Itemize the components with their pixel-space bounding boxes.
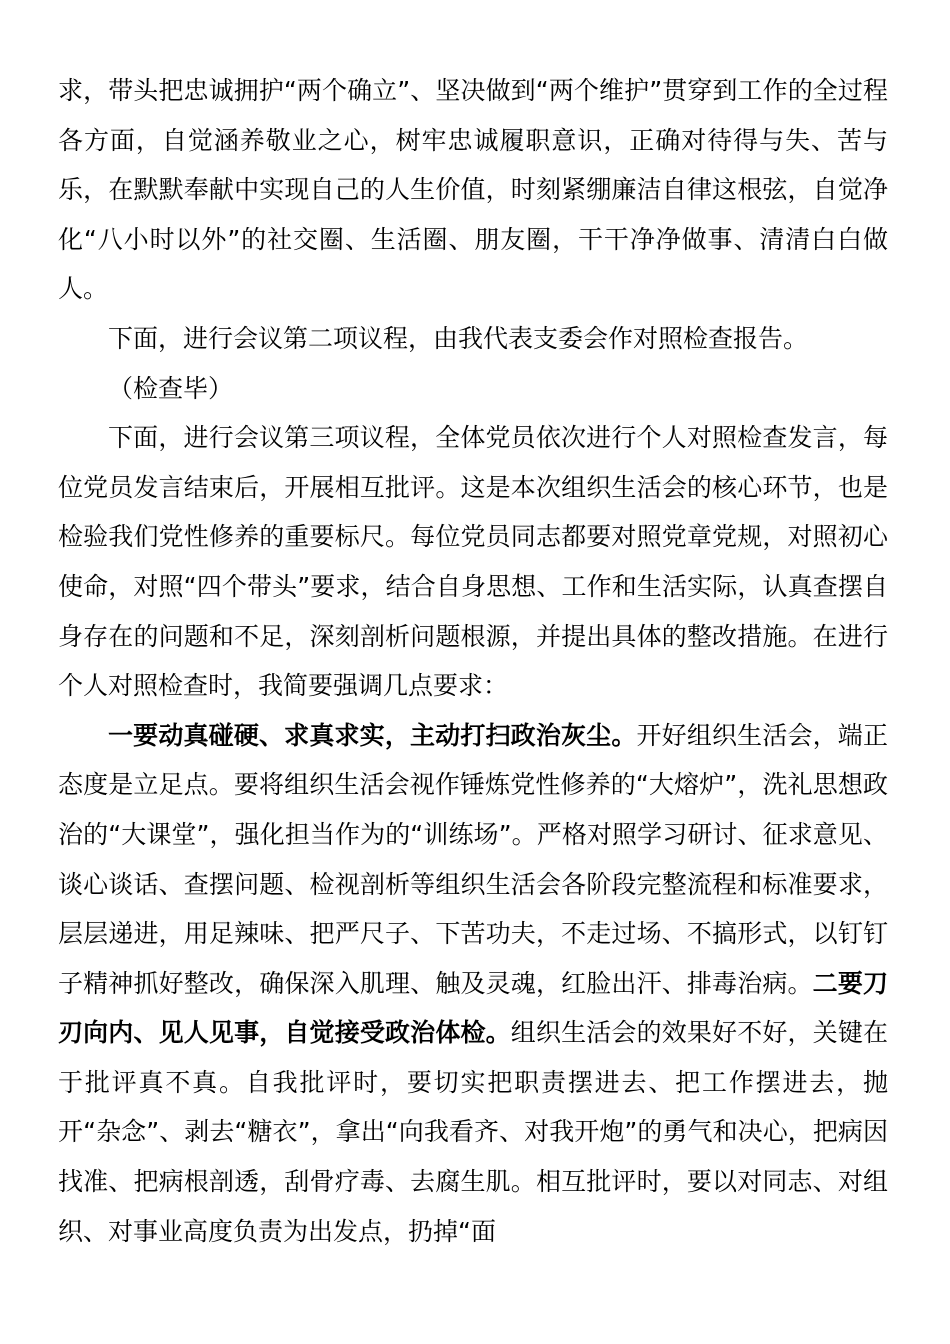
- paragraph-2: 下面，进行会议第二项议程，由我代表支委会作对照检查报告。: [108, 323, 809, 353]
- paragraph-5: [58, 711, 888, 1257]
- paragraph-4: 下面，进行会议第三项议程，全体党员依次进行个人对照检查发言，每位党员发言结束后，开展相互批评。这是本次组织生活会的核心环节，也是检验我们党性修养的重要标尺。每位党员同志都要对照党章党规，对照初心使命，对照“四个带头”要求，结合自身思想、工作和生活实际，认真查摆自身存在的问题和不足，深刻剖析问题根源，并提出具体的整改措施。在进行个人对照检查时，我简要强调几点要求：: [58, 423, 888, 701]
- paragraph-1: 求，带头把忠诚拥护“两个确立”、坚决做到“两个维护”贯穿到工作的全过程各方面，自觉涵养敬业之心，树牢忠诚履职意识，正确对待得与失、苦与乐，在默默奉献中实现自己的人生价值，时刻紧绷廉洁自律这根弦，自觉净化“八小时以外”的社交圈、生活圈、朋友圈，干干净净做事、清清白白做人。: [58, 76, 888, 304]
- requirement-text-1: 开好组织生活会，端正态度是立足点。要将组织生活会视作锤炼党性修养的“大熔炉”，洗礼思想政治的“大课堂”，强化担当作为的“训练场”。严格对照学习研讨、征求意见、谈心谈话、查摆问题、检视剖析等组织生活会各阶段完整流程和标准要求，层层递进，用足辣味、把严尺子、下苦功夫，不走过场、不搞形式，以钉钉子精神抓好整改，确保深入肌理、触及灵魂，红脸出汗、排毒治病。: [58, 720, 888, 998]
- requirement-heading-2: 二要刀刃向内、见人见事，自觉接受政治体检。: [58, 968, 888, 1048]
- requirement-text-2: 组织生活会的效果好不好，关键在于批评真不真。自我批评时，要切实把职责摆进去、把工作摆进去，抛开“杂念”、剥去“糖衣”，拿出“向我看齐、对我开炮”的勇气和决心，把病因找准、把病根剖透，刮骨疗毒、去腐生肌。相互批评时，要以对同志、对组织、对事业高度负责为出发点，扔掉“面: [58, 1018, 888, 1246]
- requirement-heading-1: 一要动真碰硬、求真求实，主动打扫政治灰尘。: [108, 720, 637, 750]
- paragraph-3: （检查毕）: [108, 373, 234, 403]
- document-page: [58, 66, 888, 1256]
